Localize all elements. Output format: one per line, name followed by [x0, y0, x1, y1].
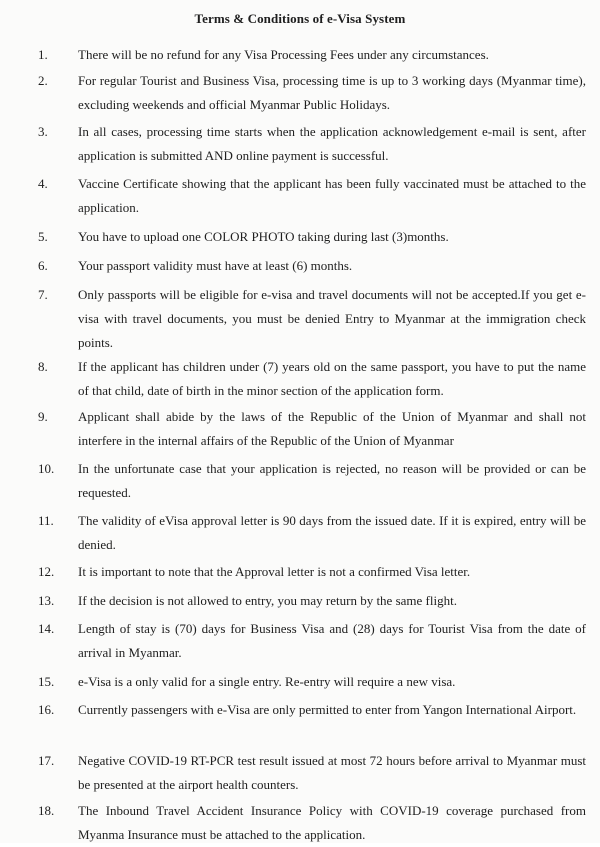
clause-text: If the decision is not allowed to entry, you may return by the same flight.	[78, 593, 457, 608]
clause-text: Applicant shall abide by the laws of the Republic of the Union of Myanmar and shall not interfere in the internal affairs of the Republic of the Union of Myanmar	[78, 409, 586, 448]
clause-text: The validity of eVisa approval letter is 90 days from the issued date. If it is expired, entry will be denied.	[78, 513, 586, 552]
clause-number: 18.	[38, 803, 55, 818]
clause-number: 5.	[38, 229, 48, 244]
clause-text: In the unfortunate case that your application is rejected, no reason will be provided or can be requested.	[78, 461, 586, 500]
clause-number: 17.	[38, 753, 55, 768]
clause-number: 11.	[38, 513, 54, 528]
clause-text: Vaccine Certificate showing that the applicant has been fully vaccinated must be attached to the application.	[78, 176, 586, 215]
clause-text: You have to upload one COLOR PHOTO taking during last (3)months.	[78, 229, 449, 244]
clause-text: Currently passengers with e-Visa are only permitted to enter from Yangon International Airport.	[78, 702, 577, 717]
clause-number: 7.	[38, 287, 48, 302]
clause-number: 13.	[38, 593, 55, 608]
clause-text: There will be no refund for any Visa Processing Fees under any circumstances.	[78, 47, 489, 62]
clause-number: 14.	[38, 621, 55, 636]
clause-number: 6.	[38, 258, 48, 273]
document-title: Terms & Conditions of e-Visa System	[194, 11, 406, 26]
clause-text: For regular Tourist and Business Visa, processing time is up to 3 working days (Myanmar time), excluding weekends and official Myanmar Public Holidays.	[78, 73, 586, 112]
clause-number: 2.	[38, 73, 48, 88]
clause-number: 8.	[38, 359, 48, 374]
clause-text: Negative COVID-19 RT-PCR test result issued at most 72 hours before arrival to Myanmar must be presented at the airport health counters.	[78, 753, 586, 792]
clause-number: 3.	[38, 124, 48, 139]
clause-text: e-Visa is a only valid for a single entry. Re-entry will require a new visa.	[78, 674, 456, 689]
clause-number: 1.	[38, 47, 48, 62]
clause-text: Your passport validity must have at least (6) months.	[78, 258, 353, 273]
clause-number: 15.	[38, 674, 55, 689]
clause-number: 16.	[38, 702, 55, 717]
clause-text: The Inbound Travel Accident Insurance Policy with COVID-19 coverage purchased from Myanma Insurance must be attached to the application.	[78, 803, 586, 842]
clause-number: 12.	[38, 564, 55, 579]
clause-number: 10.	[38, 461, 55, 476]
clause-text: In all cases, processing time starts when the application acknowledgement e-mail is sent, after application is submitted AND online payment is successful.	[78, 124, 586, 163]
clause-text: Only passports will be eligible for e-visa and travel documents will not be accepted.If you get e-visa with travel documents, you must be denied Entry to Myanmar at the immigration check points.	[78, 287, 586, 350]
clause-text: If the applicant has children under (7) years old on the same passport, you have to put the name of that child, date of birth in the minor section of the application form.	[78, 359, 586, 398]
clause-text: It is important to note that the Approval letter is not a confirmed Visa letter.	[78, 564, 471, 579]
clause-number: 9.	[38, 409, 48, 424]
clause-number: 4.	[38, 176, 48, 191]
clause-text: Length of stay is (70) days for Business Visa and (28) days for Tourist Visa from the date of arrival in Myanmar.	[78, 621, 586, 660]
